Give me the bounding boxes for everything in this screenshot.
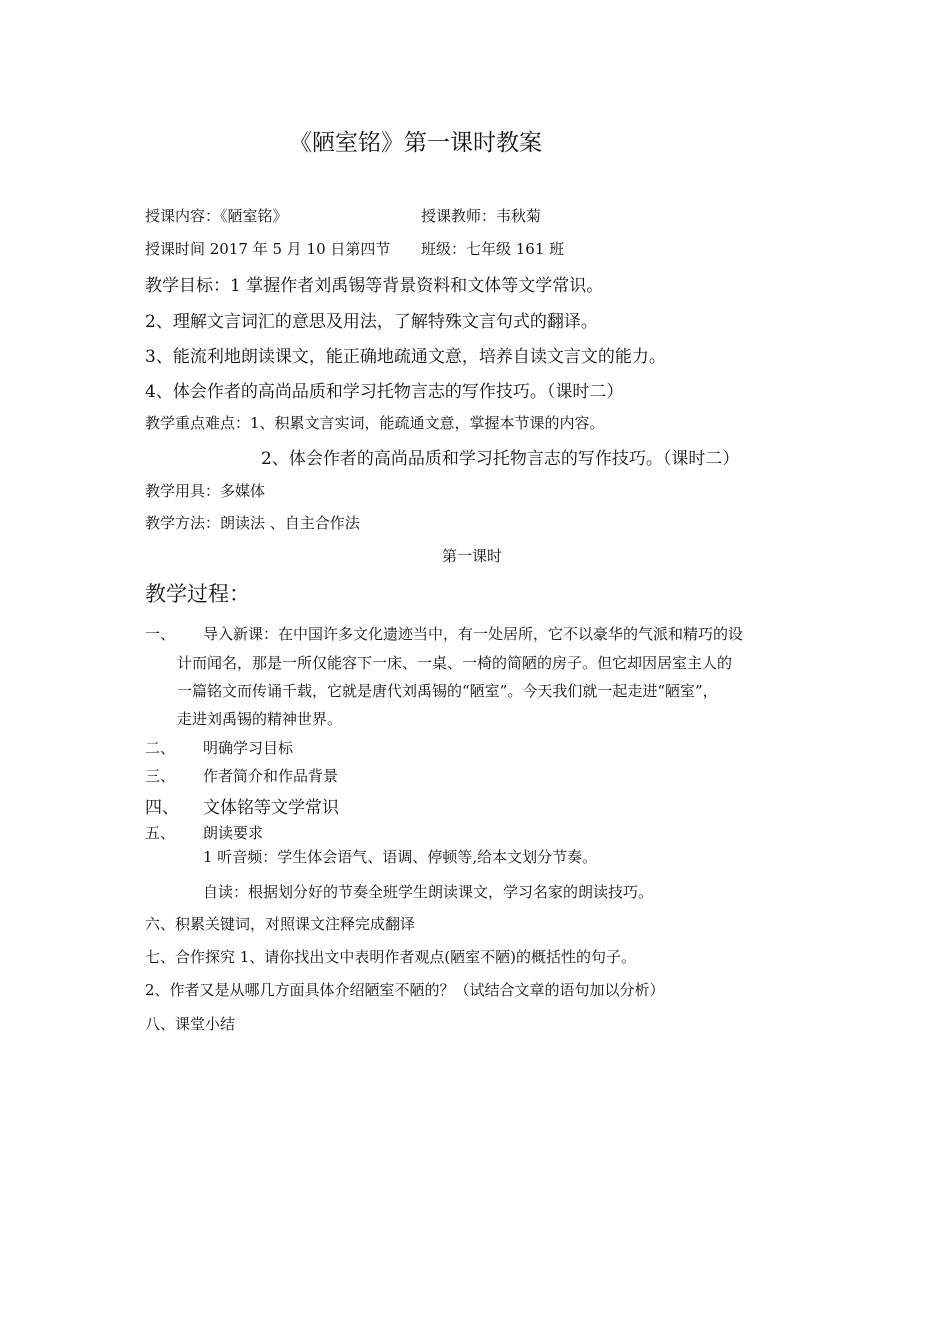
lesson-heading: 第一课时 — [442, 547, 503, 565]
step-1-line-1: 导入新课：在中国许多文化遗迹当中，有一处居所，它不以豪华的气派和精巧的设 — [203, 625, 744, 643]
step-1-line-3: 一篇铭文而传诵千载，它就是唐代刘禹锡的“陋室”。今天我们就一起走进“陋室”， — [177, 682, 718, 700]
goal-line-3: 3、能流利地朗读课文，能正确地疏通文意，培养自读文言文的能力。 — [145, 347, 666, 367]
step-5-sub-1: 1 听音频：学生体会语气、语调、停顿等,给本文划分节奏。 — [203, 848, 598, 866]
step-4 — [145, 793, 339, 818]
step-1-number: 一、 — [145, 625, 176, 643]
step-3 — [145, 765, 338, 786]
step-5-sub-2: 自读：根据划分好的节奏全班学生朗读课文，学习名家的朗读技巧。 — [203, 883, 654, 901]
step-7-line-1: 七、合作探究 1、请你找出文中表明作者观点(陋室不陋)的概括性的句子。 — [145, 948, 637, 966]
document-title: 《陋室铭》第一课时教案 — [289, 130, 542, 156]
step-5 — [145, 822, 263, 843]
teaching-tools: 教学用具：多媒体 — [145, 482, 266, 500]
step-5-text: 朗读要求 — [203, 824, 264, 842]
step-2-number: 二、 — [145, 739, 176, 757]
step-3-text: 作者简介和作品背景 — [203, 767, 339, 785]
step-7-line-2: 2、作者又是从哪几方面具体介绍陋室不陋的？（试结合文章的语句加以分析） — [145, 981, 665, 999]
step-3-number: 三、 — [145, 767, 176, 785]
step-4-text: 文体铭等文学常识 — [203, 798, 339, 818]
step-2 — [145, 737, 293, 758]
teaching-methods: 教学方法：朗读法 、自主合作法 — [145, 514, 360, 532]
step-1-line-4: 走进刘禹锡的精神世界。 — [177, 710, 343, 728]
key-points-line-1: 教学重点难点：1、积累文言实词，能疏通文意，掌握本节课的内容。 — [145, 414, 605, 432]
step-6: 六、积累关键词，对照课文注释完成翻译 — [145, 915, 416, 933]
step-1-line-2: 计而闻名，那是一所仅能容下一床、一桌、一椅的简陋的房子。但它却因居室主人的 — [177, 654, 733, 672]
step-4-number: 四、 — [145, 798, 179, 818]
class-label: 班级：七年级 161 班 — [421, 240, 565, 258]
lesson-time-label: 授课时间 2017 年 5 月 10 日第四节 — [145, 240, 391, 258]
teacher-label: 授课教师：韦秋菊 — [421, 207, 542, 225]
process-heading: 教学过程： — [145, 582, 250, 606]
goal-line-1: 教学目标：1 掌握作者刘禹锡等背景资料和文体等文学常识。 — [145, 276, 604, 296]
goal-line-2: 2、理解文言词汇的意思及用法，了解特殊文言句式的翻译。 — [145, 312, 598, 332]
step-8: 八、课堂小结 — [145, 1015, 236, 1033]
key-points-line-2: 2、体会作者的高尚品质和学习托物言志的写作技巧。（课时二） — [261, 449, 740, 469]
lesson-content-label: 授课内容：《陋室铭》 — [145, 207, 288, 225]
goal-line-4: 4、体会作者的高尚品质和学习托物言志的写作技巧。（课时二） — [145, 382, 624, 402]
step-5-number: 五、 — [145, 824, 176, 842]
step-2-text: 明确学习目标 — [203, 739, 294, 757]
